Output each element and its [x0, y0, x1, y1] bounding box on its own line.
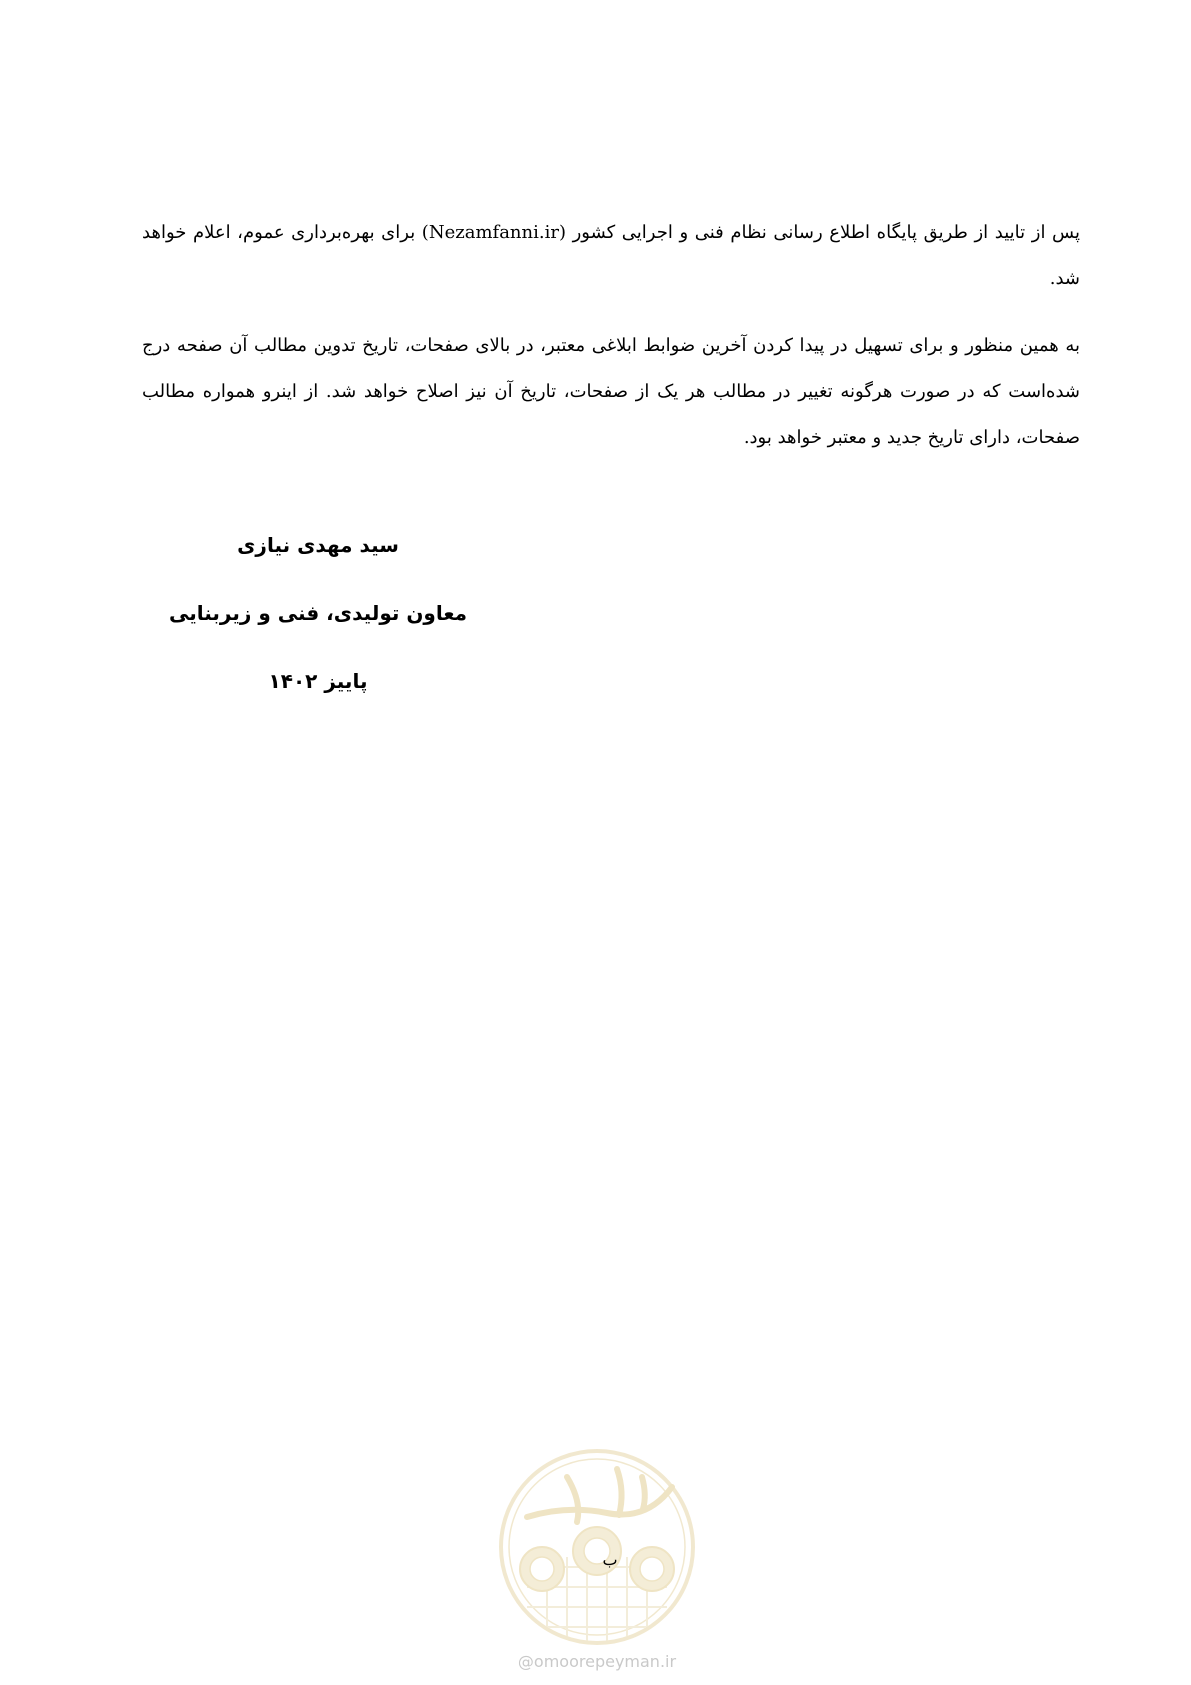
signatory-title: معاون تولیدی، فنی و زیربنایی: [168, 601, 468, 625]
watermark-site-text: @omoorepeyman.ir: [517, 1652, 677, 1671]
signature-date: پاییز ۱۴۰۲: [268, 669, 368, 693]
page-number: ب: [602, 1550, 618, 1569]
omoorepeyman-watermark-logo: [497, 1447, 697, 1647]
paragraph-publication-notice: پس از تایید از طریق پایگاه اطلاع رسانی نظام فنی و اجرایی کشور (Nezamfanni.ir) برای بهره‌برداری عموم، اعلام خواهد شد.: [142, 222, 1080, 289]
paragraph-date-policy: به همین منظور و برای تسهیل در پیدا کردن آخرین ضوابط ابلاغی معتبر، در بالای صفحات، تاریخ تدوین مطالب آن صفحه درج شده‌است که در صورت هرگونه تغییر در مطالب هر یک از صفحات، تاریخ آن نیز اصلاح خواهد شد. از اینرو همواره مطالب صفحات، دارای تاریخ جدید و معتبر خواهد بود.: [142, 335, 1080, 448]
signatory-name: سید مهدی نیازی: [237, 533, 399, 557]
